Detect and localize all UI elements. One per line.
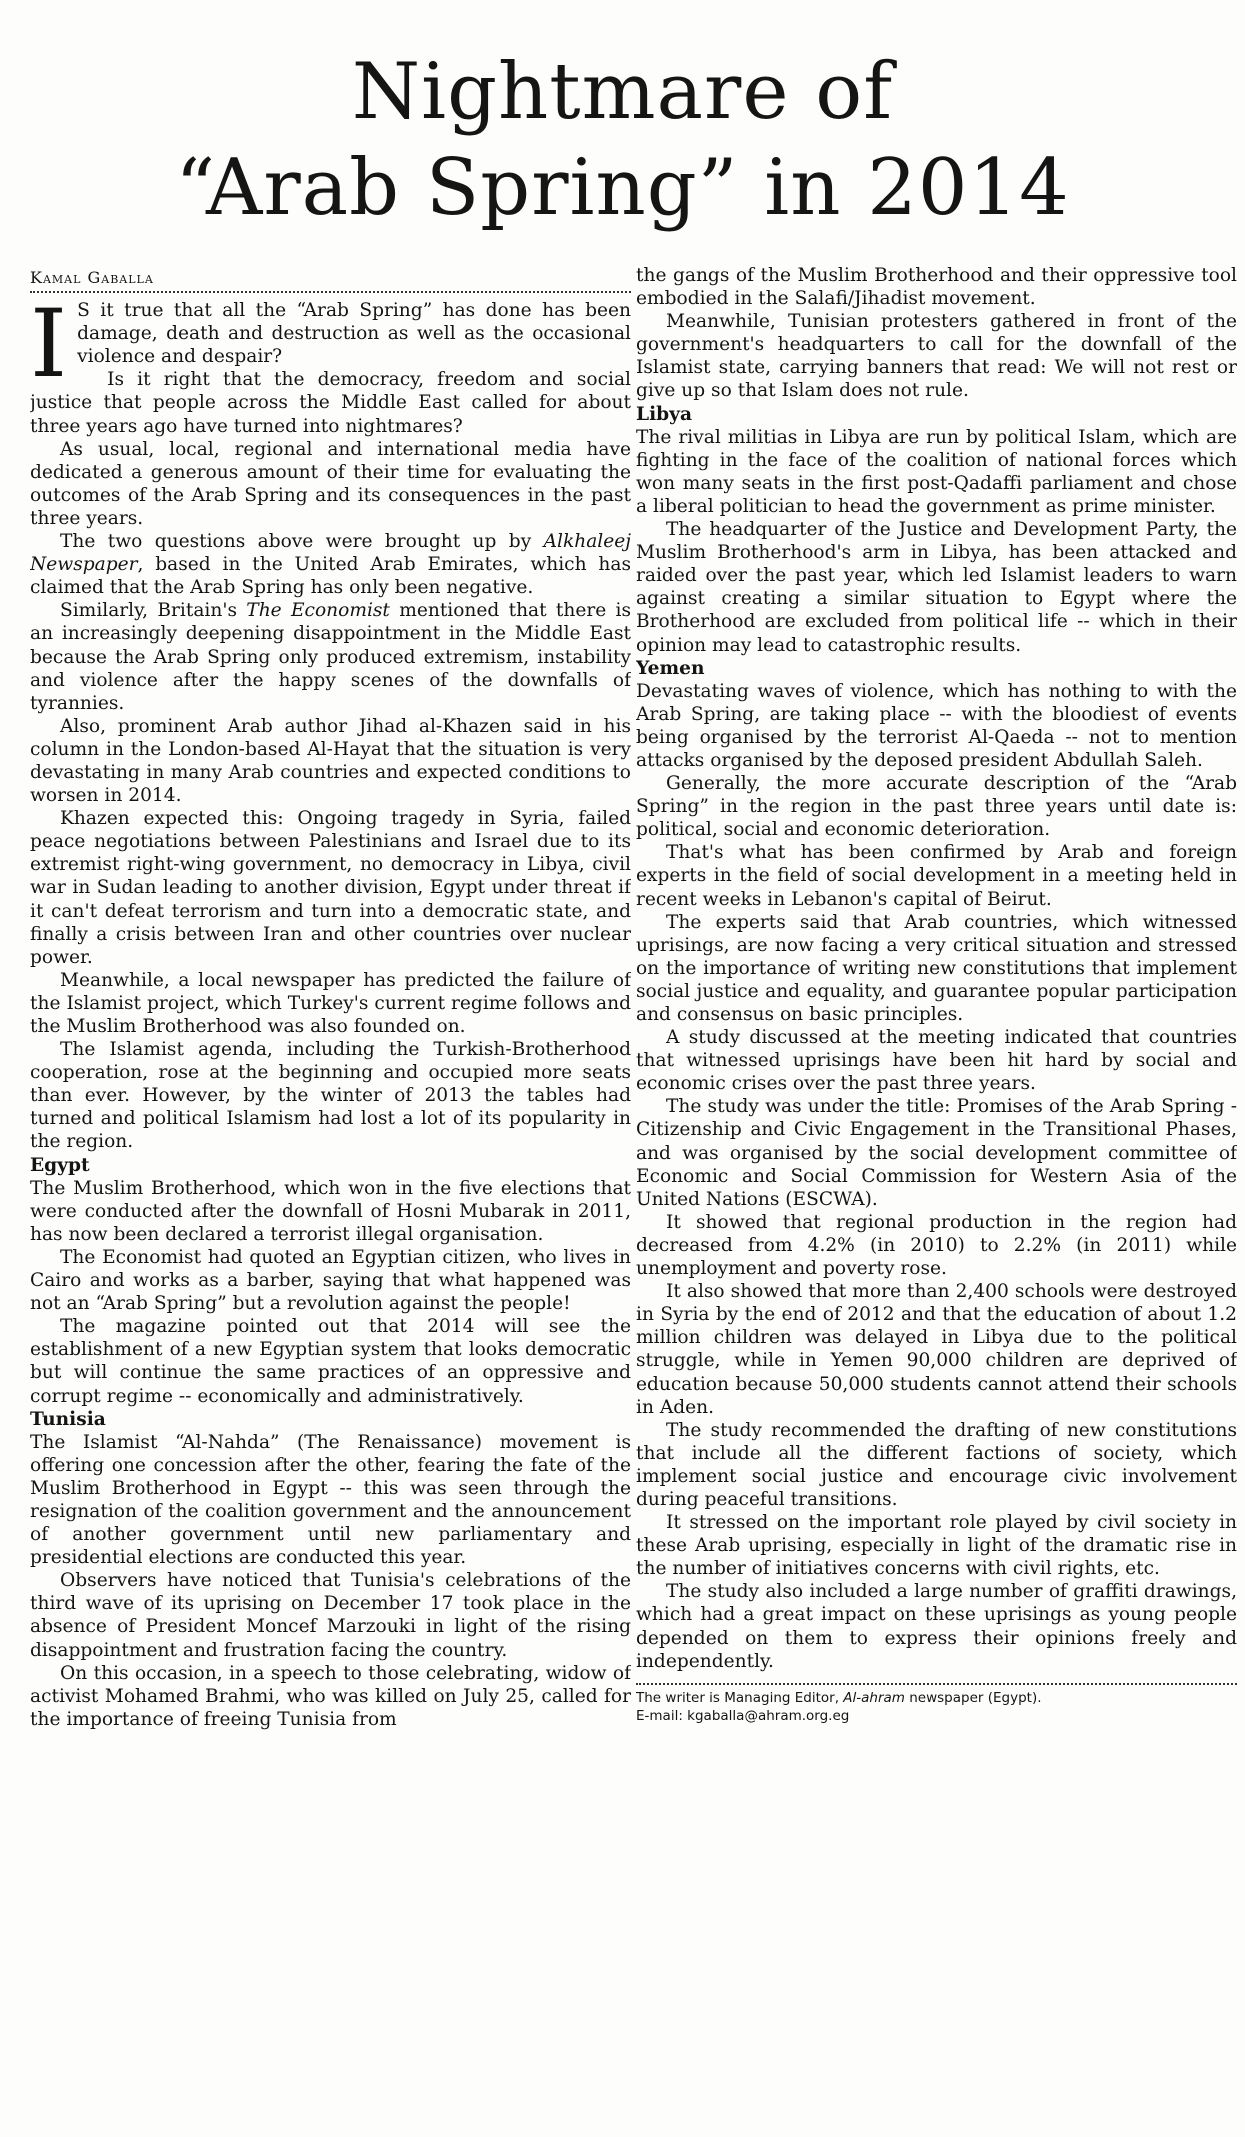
paragraph: The study also included a large number of graffiti drawings, which had a great impact on these uprisings as young people depended on them to express their opinions freely and independently. xyxy=(636,1581,1237,1672)
paragraph: A study discussed at the meeting indicated that countries that witnessed uprisings have been hit hard by social and economic crises over the past three years. xyxy=(636,1027,1237,1095)
headline xyxy=(0,44,1245,236)
author-footnote xyxy=(636,1683,1237,1725)
paragraph: The rival militias in Libya are run by political Islam, which are fighting in the face of the coalition of national forces which won many seats in the first post-Qadaffi parliament and chose a liberal politician to head the government as prime minister. xyxy=(636,426,1237,517)
paragraph: The Muslim Brotherhood, which won in the five elections that were conducted after the downfall of Hosni Mubarak in 2011, has now been declared a terrorist illegal organisation. xyxy=(30,1177,631,1245)
paragraph: Meanwhile, Tunisian protesters gathered in front of the government's headquarters to call for the downfall of the Islamist state, carrying banners that read: We will not rest or give up so that Islam does not rule. xyxy=(636,311,1237,402)
left-column xyxy=(30,266,631,2134)
paragraph-text: The two questions above were brought up by xyxy=(60,531,544,553)
paragraph: As usual, local, regional and international media have dedicated a generous amount of their time for evaluating the outcomes of the Arab Spring and its consequences in the past three years. xyxy=(30,438,631,529)
paragraph: Meanwhile, a local newspaper has predicted the failure of the Islamist project, which Turkey's current regime follows and the Muslim Brotherhood was also founded on. xyxy=(30,969,631,1037)
headline-line-1: Nightmare of xyxy=(351,47,894,137)
paragraph-text: , based in the United Arab Emirates, which has claimed that the Arab Spring has only been negative. xyxy=(30,554,631,599)
paragraph: Is it right that the democracy, freedom and social justice that people across the Middle East called for about three years ago have turned into nightmares? xyxy=(30,369,631,437)
paragraph: Observers have noticed that Tunisia's celebrations of the third wave of its uprising on December 17 took place in the absence of President Moncef Marzouki in light of the rising disappointment and frustration facing the country. xyxy=(30,1570,631,1661)
section-heading-yemen: Yemen xyxy=(636,657,705,679)
headline-line-2: “Arab Spring” in 2014 xyxy=(175,143,1070,233)
paragraph: Also, prominent Arab author Jihad al-Khazen said in his column in the London-based Al-Hayat that the situation is very devastating in many Arab countries and expected conditions to worsen in 2014. xyxy=(30,715,631,807)
publication-name: Alkhaleej Newspaper xyxy=(30,531,631,576)
publication-name: The Economist xyxy=(246,600,390,622)
section-heading-tunisia: Tunisia xyxy=(30,1408,106,1430)
paragraph: Generally, the more accurate description of the “Arab Spring” in the region in the past three years until date is: political, social and economic deterioration. xyxy=(636,773,1237,841)
paragraph: The experts said that Arab countries, which witnessed uprisings, are now facing a very critical situation and stressed on the importance of writing new constitutions that implement social justice and equality, and guarantee popular participation and consensus on basic principles. xyxy=(636,911,1237,1025)
footnote-text: newspaper (Egypt). xyxy=(904,1689,1042,1706)
paragraph: Khazen expected this: Ongoing tragedy in Syria, failed peace negotiations between Palestinians and Israel due to its extremist right-wing government, no democracy in Libya, civil war in Sudan leading to another division, Egypt under threat if it can't defeat terrorism and turn into a democratic state, and finally a crisis between Iran and other countries over nuclear power. xyxy=(30,808,631,968)
paragraph: The Islamist agenda, including the Turkish-Brotherhood cooperation, rose at the beginning and occupied more seats than ever. However, by the winter of 2013 the tables had turned and political Islamism had lost a lot of its popularity in the region. xyxy=(30,1039,631,1153)
author-credit xyxy=(636,1689,1237,1707)
paragraph-text: Similarly, Britain's xyxy=(60,600,247,622)
paragraph: It stressed on the important role played by civil society in these Arab uprising, especially in light of the dramatic rise in the number of initiatives concerns with civil rights, etc. xyxy=(636,1512,1237,1580)
paragraph: The Economist had quoted an Egyptian citizen, who lives in Cairo and works as a barber, saying that what happened was not an “Arab Spring” but a revolution against the people! xyxy=(30,1246,631,1315)
paragraph: It showed that regional production in the region had decreased from 4.2% (in 2010) to 2.2% (in 2011) while unemployment and poverty rose. xyxy=(636,1211,1237,1280)
first-paragraph-text: S it true that all the “Arab Spring” has done has been damage, death and destruction as well as the occasional violence and despair? xyxy=(77,300,631,368)
byline: Kamal Gaballa xyxy=(30,266,631,293)
paragraph: the gangs of the Muslim Brotherhood and their oppressive tool embodied in the Salafi/Jihadist movement. xyxy=(636,265,1237,310)
publication-name: Al-ahram xyxy=(843,1689,905,1706)
paragraph: Devastating waves of violence, which has nothing to with the Arab Spring, are taking place -- with the bloodiest of events being organised by the terrorist Al-Qaeda -- not to mention attacks organised by the deposed president Abdullah Saleh. xyxy=(636,680,1237,771)
drop-cap: I xyxy=(30,290,68,400)
paragraph: The study was under the title: Promises of the Arab Spring - Citizenship and Civic Engagement in the Transitional Phases, and was organised by the social development committee of Economic and Social Commission for Western Asia of the United Nations (ESCWA). xyxy=(636,1096,1237,1210)
paragraph: That's what has been confirmed by Arab and foreign experts in the field of social development in a meeting held in recent weeks in Lebanon's capital of Beirut. xyxy=(636,842,1237,910)
paragraph: On this occasion, in a speech to those celebrating, widow of activist Mohamed Brahmi, who was killed on July 25, called for the importance of freeing Tunisia from xyxy=(30,1662,631,1730)
section-heading-egypt: Egypt xyxy=(30,1154,90,1176)
paragraph: The Islamist “Al-Nahda” (The Renaissance) movement is offering one concession after the other, fearing the fate of the Muslim Brotherhood in Egypt -- this was seen through the resignation of the coalition government and the announcement of another government until new parliamentary and presidential elections are conducted this year. xyxy=(30,1431,631,1569)
paragraph xyxy=(30,530,631,599)
paragraph-text: mentioned that there is an increasingly deepening disappointment in the Middle East because the Arab Spring only produced extremism, instability and violence after the happy scenes of the downfalls of tyrannies. xyxy=(30,600,631,714)
paragraph: The study recommended the drafting of new constitutions that include all the different factions of society, which implement social justice and encourage civic involvement during peaceful transitions. xyxy=(636,1419,1237,1510)
footnote-text: The writer is Managing Editor, xyxy=(636,1689,844,1706)
right-column xyxy=(636,264,1237,2132)
paragraph xyxy=(30,599,631,714)
section-heading-libya: Libya xyxy=(636,403,692,425)
paragraph: The headquarter of the Justice and Development Party, the Muslim Brotherhood's arm in Libya, has been attacked and raided over the past year, which led Islamist leaders to warn against creating a similar situation to Egypt where the Brotherhood are excluded from political life -- which in their opinion may lead to catastrophic results. xyxy=(636,519,1237,656)
paragraph: The magazine pointed out that 2014 will see the establishment of a new Egyptian system that looks democratic but will continue the same practices of an oppressive and corrupt regime -- economically and administratively. xyxy=(30,1316,631,1407)
first-paragraph xyxy=(30,290,631,400)
author-email: E-mail: kgaballa@ahram.org.eg xyxy=(636,1707,850,1724)
paragraph: It also showed that more than 2,400 schools were destroyed in Syria by the end of 2012 and that the education of about 1.2 million children was delayed in Libya due to the political struggle, while in Yemen 90,000 children are deprived of education because 50,000 students cannot attend their schools in Aden. xyxy=(636,1281,1237,1418)
